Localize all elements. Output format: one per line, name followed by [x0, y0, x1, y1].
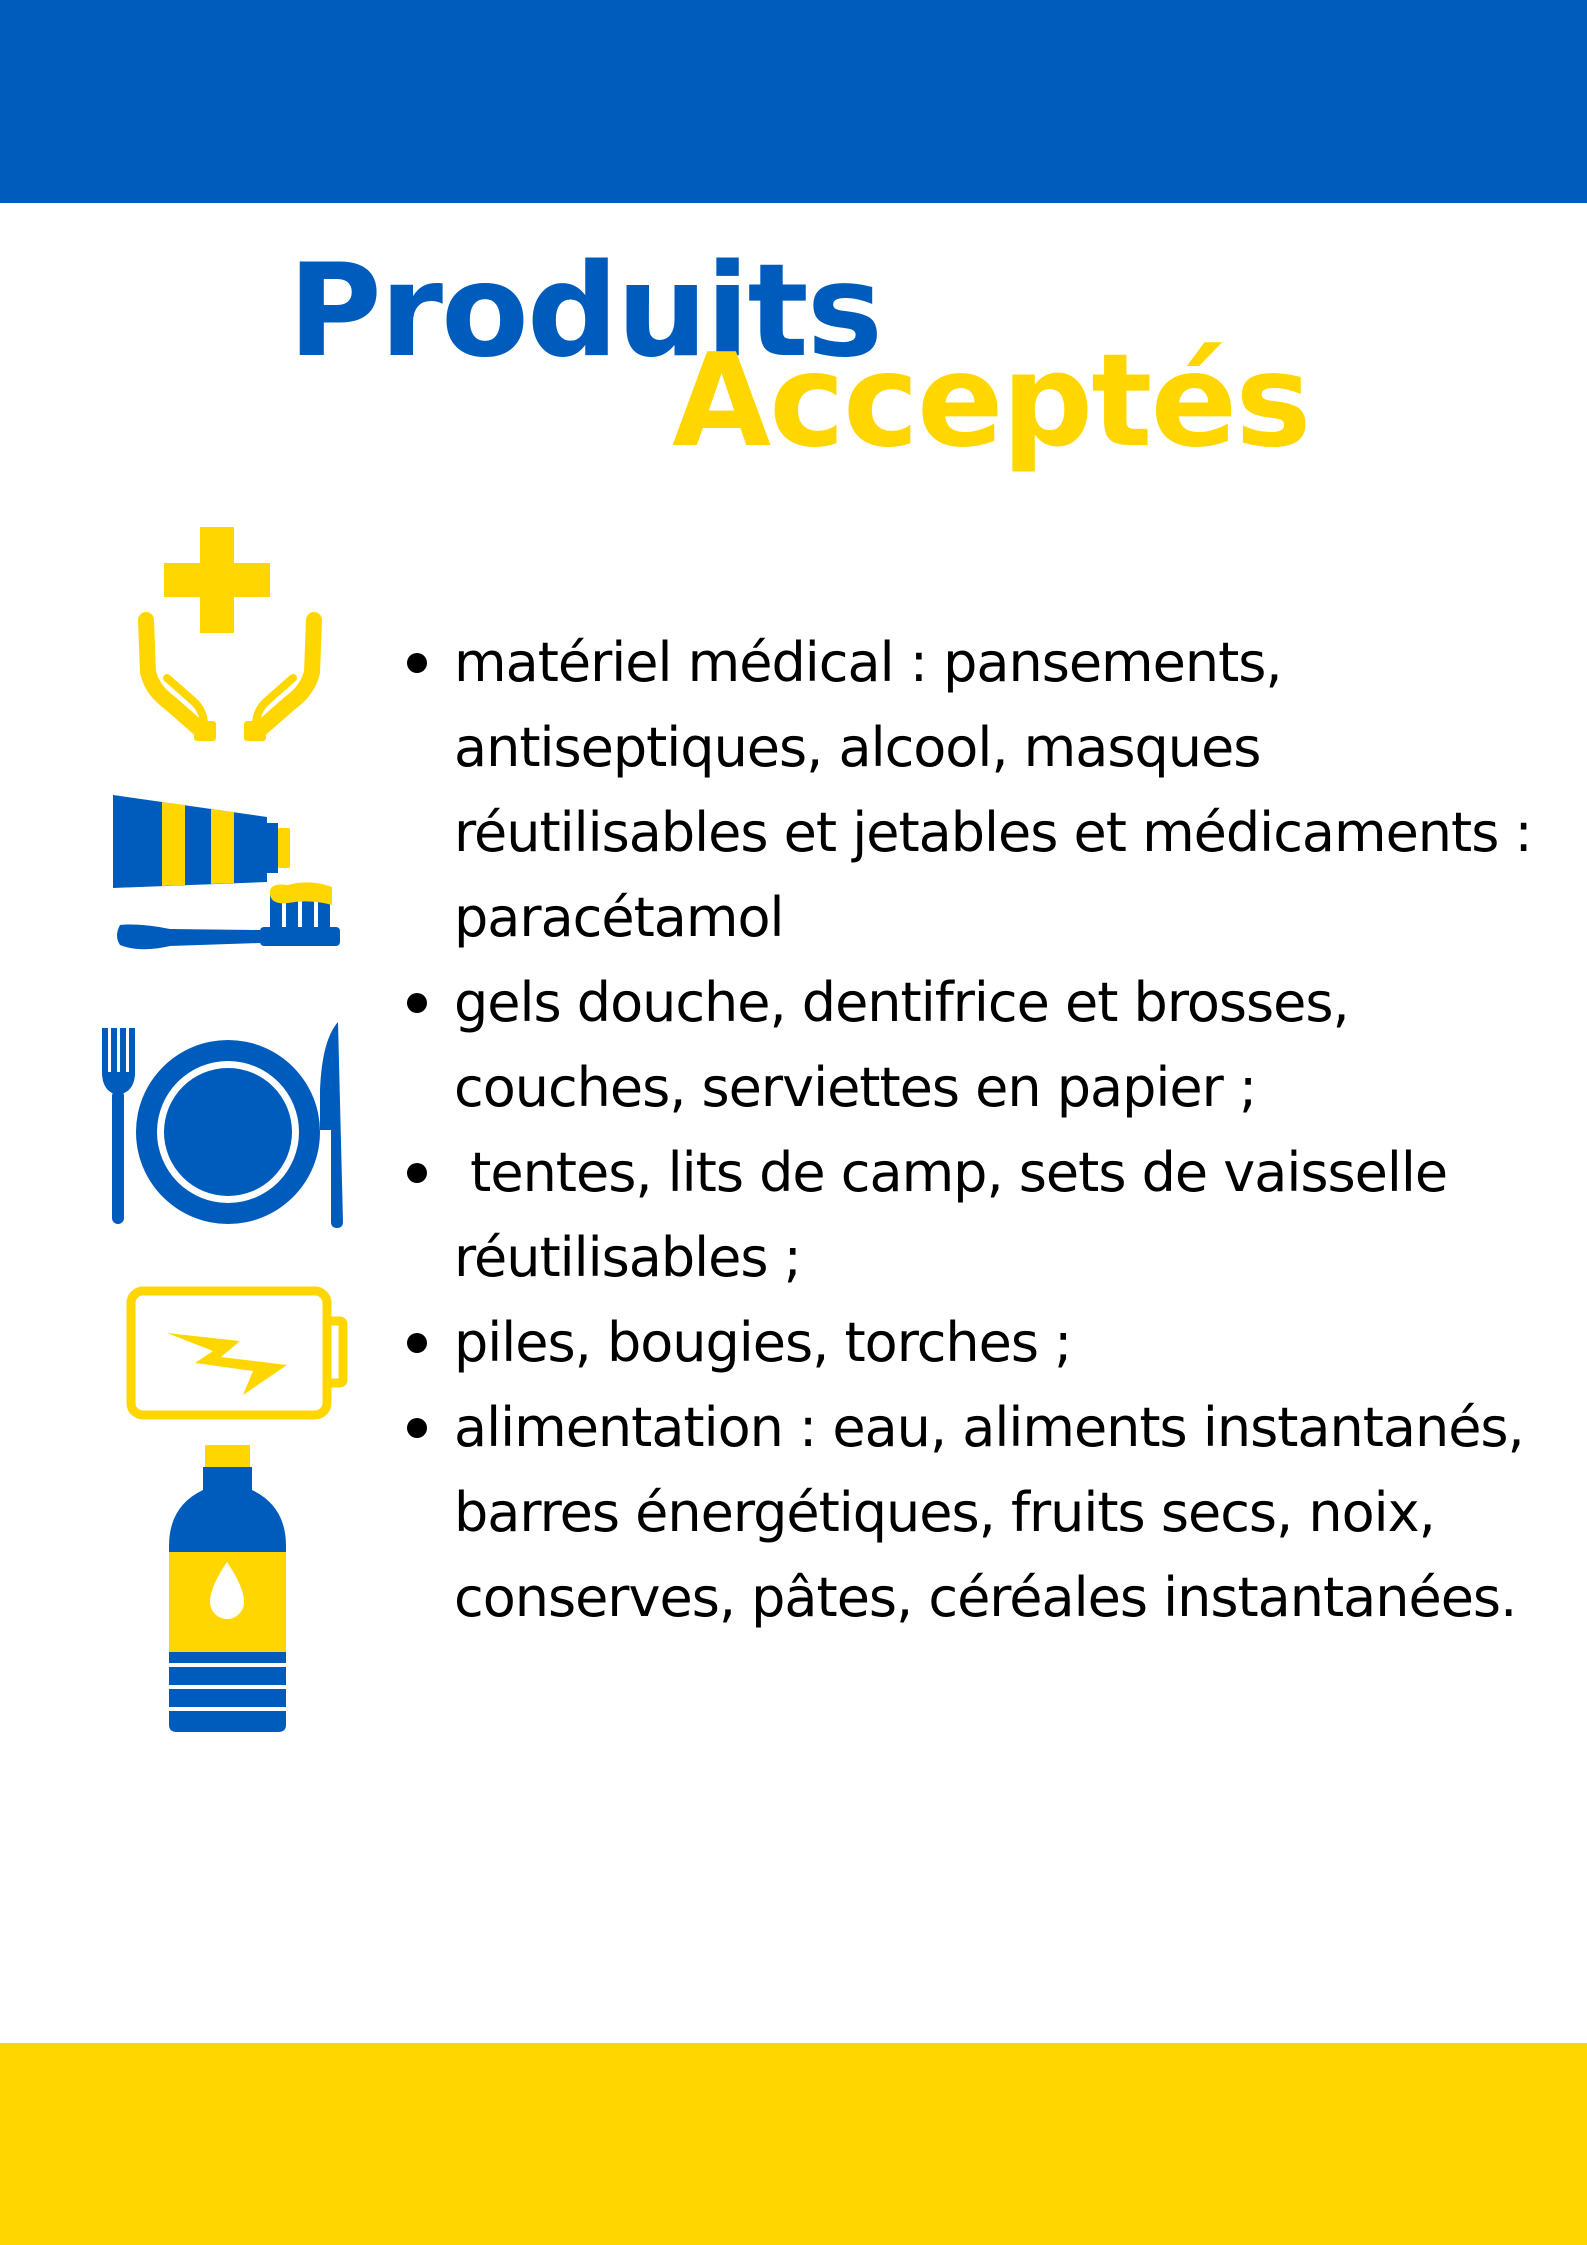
battery-charging-icon	[125, 1285, 355, 1425]
bullet	[407, 1418, 427, 1438]
water-bottle-icon	[165, 1445, 290, 1732]
medical-cross-hands-icon	[130, 520, 330, 745]
list-item	[402, 1300, 1562, 1385]
list-item-text: matériel médical : pansements, antiseptiques, alcool, masques réutilisables et jetables et médicaments : paracétamol	[454, 631, 1532, 949]
title-produits: Produits	[288, 237, 881, 386]
list-item	[402, 1385, 1562, 1640]
list-item-text: alimentation : eau, aliments instantanés, barres énergétiques, fruits secs, noix, conserves, pâtes, céréales instantanées.	[454, 1396, 1524, 1629]
list-item-text: piles, bougies, torches ;	[454, 1311, 1072, 1374]
list-item-text: tentes, lits de camp, sets de vaisselle réutilisables ;	[454, 1141, 1464, 1289]
top-blue-band	[0, 0, 1587, 203]
list-item	[402, 1130, 1562, 1300]
list-item	[402, 620, 1562, 960]
list-item-text: gels douche, dentifrice et brosses, couches, serviettes en papier ;	[454, 971, 1349, 1119]
bullet	[407, 1333, 427, 1353]
accepted-products-list	[402, 620, 1562, 1640]
bullet	[407, 993, 427, 1013]
plate-fork-knife-icon	[100, 1020, 355, 1230]
title-acceptes: Acceptés	[672, 327, 1310, 476]
bottom-yellow-band	[0, 2043, 1587, 2245]
bullet	[407, 653, 427, 673]
bullet	[407, 1163, 427, 1183]
list-item	[402, 960, 1562, 1130]
toothpaste-toothbrush-icon	[110, 795, 345, 960]
